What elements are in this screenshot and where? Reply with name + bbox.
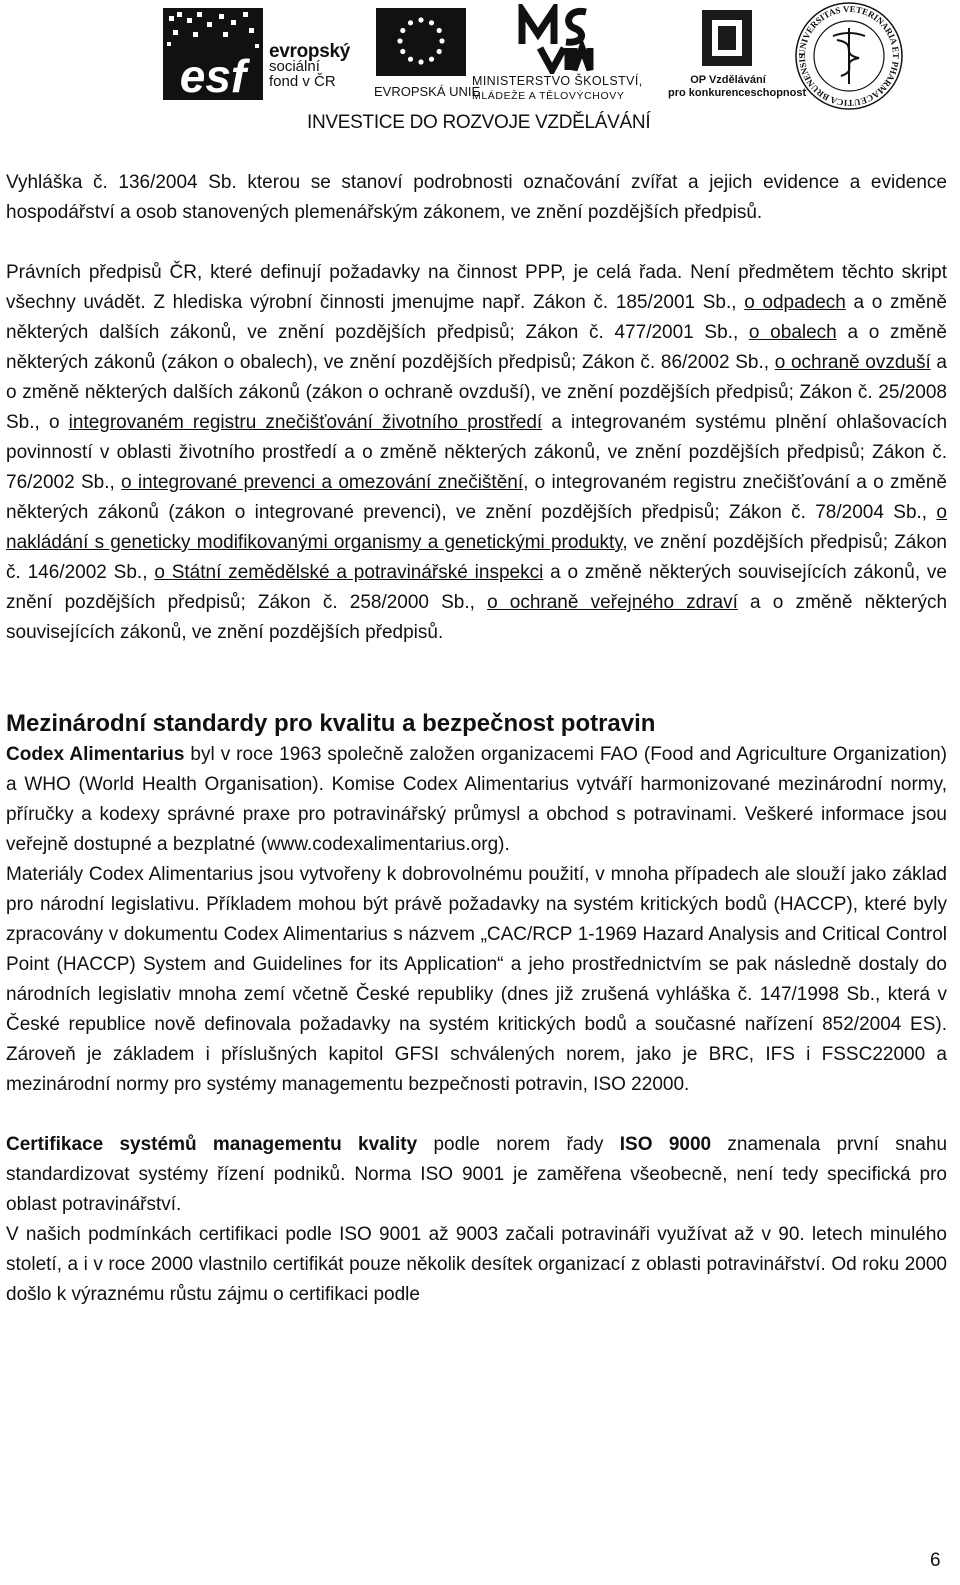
link-szpi: o Státní zemědělské a potravinářské inspekci — [154, 562, 544, 583]
op-line1: OP Vzdělávání — [690, 74, 766, 86]
esf-text-line3: fond v ČR — [269, 73, 336, 90]
msmt-line2: MLÁDEŽE A TĚLOVÝCHOVY — [472, 90, 625, 102]
eu-label: EVROPSKÁ UNIE — [374, 84, 481, 99]
vfu-ring-text: UNIVERSITAS VETERINARIA ET PHARMACEUTICA BRUNENSIS — [796, 3, 902, 109]
p2-text-4: a o změně některých dalších zákonů (zákon o ochraně ovzduší), ve znění pozdějších předpisů; Zákon č. 25/2008 Sb., o — [6, 352, 947, 433]
p2-text-5: a integrovaném systému plnění ohlašovacích povinností v oblasti životního prostředí a o změně některých zákonů, ve znění pozdějších předpisů; Zákon č. 76/2002 Sb., — [6, 412, 948, 493]
svg-text:esf: esf — [179, 50, 247, 100]
esf-logo — [163, 8, 373, 100]
page-number: 6 — [930, 1550, 941, 1571]
investice-slogan: INVESTICE DO ROZVOJE VZDĚLÁVÁNÍ — [307, 112, 651, 133]
p4-text: Materiály Codex Alimentarius jsou vytvořeny k dobrovolnému použití, v mnoha případech ale slouží jako základ pro národní legislativu. Příkladem mohou být právě požadavky na systém kritických bodů (HACCP), které byly zpracovány v dokumentu Codex Alimentarius s názvem „CAC/RCP 1-1969 Hazard Analysis and Critical Control Point (HACCP) System and Guidelines for its Application“ a jeho prostřednictvím se pak následně dostaly do národních legislativ mnoha zemí včetně České republiky (dnes již zrušená vyhláška č. 147/1998 Sb., která v České republice nově definovala požadavky na systém kritických bodů a současné nařízení 852/2004 ES). Zároveň je základem i příslušných kapitol GFSI schválených norem, jako je BRC, IFS i FSSC22000 a mezinárodní normy pro systémy managementu bezpečnosti potravin, ISO 22000. — [6, 864, 947, 1095]
msmt-logo — [472, 4, 672, 104]
paragraph-codex — [6, 740, 947, 860]
op-line2: pro konkurenceschopnost — [668, 87, 807, 99]
link-odpady: o odpadech — [744, 292, 846, 313]
msmt-line1: MINISTERSTVO ŠKOLSTVÍ, — [472, 74, 643, 88]
op-logo — [668, 10, 807, 100]
p2-text-1: Právních předpisů ČR, které definují požadavky na činnost PPP, je celá řada. Není předmětem těchto skript všechny uvádět. Z hlediska výrobní činnosti jmenujme např. Zákon č. 185/2001 Sb., — [6, 262, 947, 313]
link-registr: integrovaném registru znečišťování životního prostředí — [68, 412, 543, 433]
msmt-mark-icon — [516, 4, 596, 74]
paragraph-iso-history — [6, 1220, 947, 1310]
p2-text-3: a o změně některých zákonů (zákon o obalech), ve znění pozdějších předpisů; Zákon č. 86/2002 Sb., — [6, 322, 947, 373]
section-heading: Mezinárodní standardy pro kvalitu a bezpečnost potravin — [6, 710, 656, 737]
p2-text-8: a o změně některých souvisejících zákonů, ve znění pozdějších předpisů; Zákon č. 258/2000 Sb., — [6, 562, 947, 613]
p2-text-7: , ve znění pozdějších předpisů; Zákon č. 146/2002 Sb., — [6, 532, 947, 583]
p6-text: V našich podmínkách certifikaci podle ISO 9001 až 9003 začali potravináři využívat až v 90. letech minulého století, a i v roce 2000 vlastnilo certifikát pouze několik desítek organizací z oblasti potravinářství. Od roku 2000 došlo k výraznému růstu zájmu o certifikaci podle — [6, 1224, 947, 1305]
certifikace-bold: Certifikace systémů managementu kvality — [6, 1134, 418, 1155]
p3-text: byl v roce 1963 společně založen organizacemi FAO (Food and Agriculture Organization) a WHO (World Health Organisation). Komise Codex Alimentarius vytváří harmonizované mezinárodní normy, příručky a kodexy správné praxe pro potravinářský průmysl a obchod s potravinami. Veškeré informace jsou veřejně dostupné a bezplatné (www.codexalimentarius.org). — [6, 744, 947, 855]
p1-text: Vyhláška č. 136/2004 Sb. kterou se stanoví podrobnosti označování zvířat a jejich evidence a evidence hospodářství a osob stanovených plemenářským zákonem, ve znění pozdějších předpisů. — [6, 172, 947, 223]
p2-text-2: a o změně některých dalších zákonů, ve znění pozdějších předpisů; Zákon č. 477/2001 Sb., — [6, 292, 947, 343]
link-ovzdusi: o ochraně ovzduší — [774, 352, 931, 373]
eu-flag-icon — [376, 8, 466, 76]
document-body — [6, 168, 947, 1310]
iso-bold: ISO 9000 — [619, 1134, 712, 1155]
p5-text-2: znamenala první snahu standardizovat systémy řízení podniků. Norma ISO 9001 je zaměřena všeobecně, není tedy specifická pro oblast potravinářství. — [6, 1134, 948, 1215]
paragraph-vyhlaska — [6, 168, 947, 228]
esf-text-line1: evropský — [269, 41, 351, 62]
esf-text — [269, 41, 369, 90]
paragraph-certifikace — [6, 1130, 947, 1220]
p2-text-9: a o změně některých souvisejících zákonů, ve znění pozdějších předpisů. — [6, 592, 948, 643]
p2-text-6: , o integrovaném registru znečišťování a o změně některých zákonů (zákon o integrované prevenci), ve znění pozdějších předpisů; Zákon č. 78/2004 Sb., — [6, 472, 947, 523]
eu-logo — [374, 8, 481, 100]
link-verejne-zdravi: o ochraně veřejného zdraví — [487, 592, 738, 613]
op-mark-icon — [698, 10, 756, 70]
link-prevence: o integrované prevenci a omezování znečištění — [121, 472, 524, 493]
paragraph-codex-materials — [6, 860, 947, 1100]
esf-text-line2: sociální — [269, 58, 320, 75]
paragraph-legal-acts — [6, 258, 947, 648]
esf-mark-icon — [163, 8, 263, 100]
vfu-seal-icon — [793, 0, 905, 112]
codex-bold: Codex Alimentarius — [6, 744, 185, 765]
page-header — [0, 0, 960, 135]
p5-text-1: podle norem řady — [417, 1134, 620, 1155]
link-gmo: o nakládání s geneticky modifikovanými organismy a genetickými produkty — [6, 502, 947, 553]
link-obaly: o obalech — [748, 322, 837, 343]
